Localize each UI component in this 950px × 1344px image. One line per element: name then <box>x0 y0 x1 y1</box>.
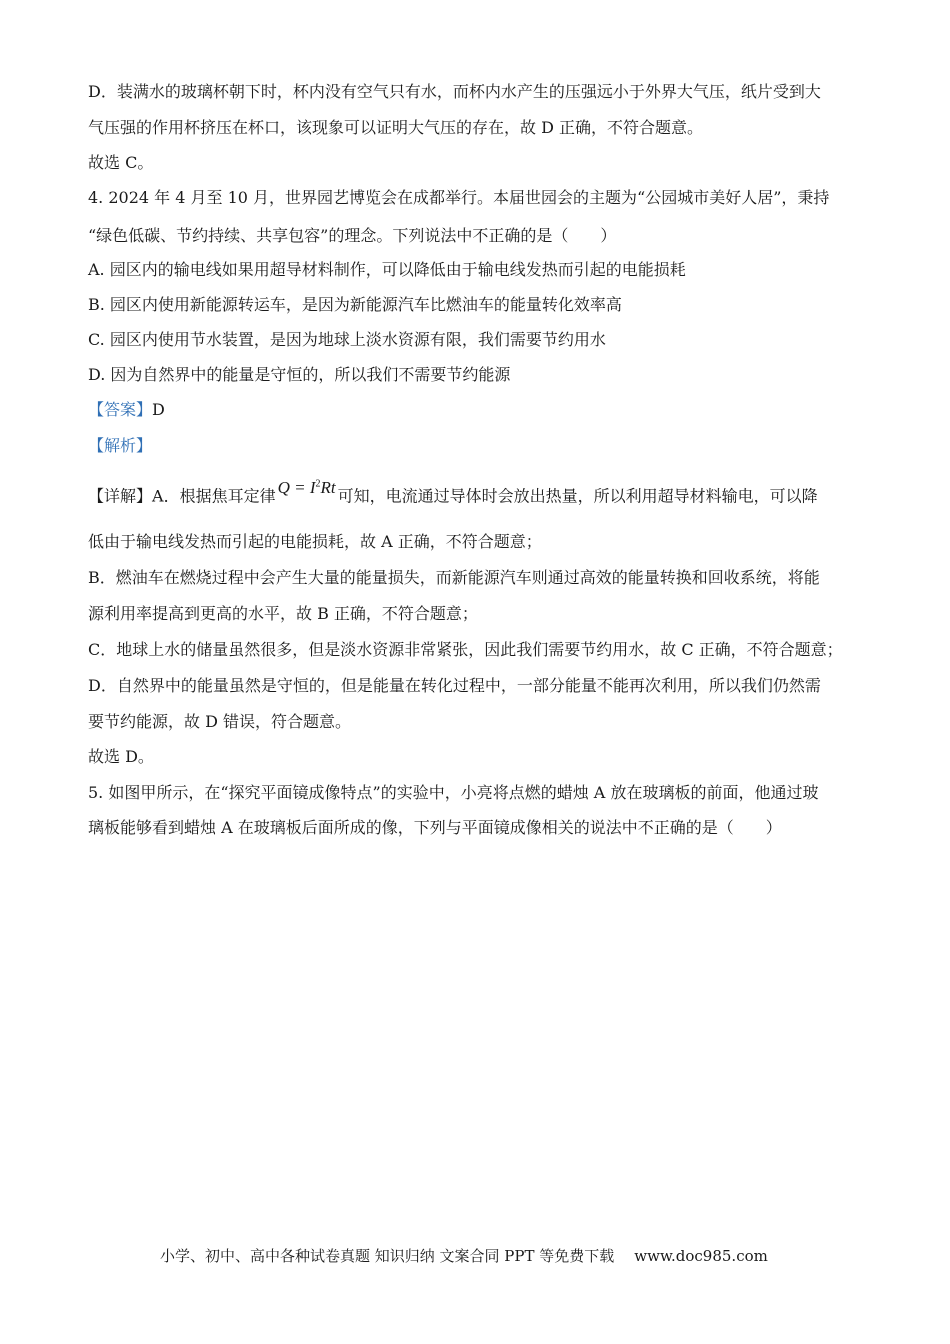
text-line: 低由于输电线发热而引起的电能损耗，故 A 正确，不符合题意； <box>88 532 542 551</box>
question-5-stem-cont: 璃板能够看到蜡烛 A 在玻璃板后面所成的像，下列与平面镜成像相关的说法中不正确的是（ ） <box>88 818 782 837</box>
question-5-stem: 5. 如图甲所示，在“探究平面镜成像特点”的实验中，小亮将点燃的蜡烛 A 放在玻璃板的前面，他通过玻 <box>88 783 819 802</box>
detail-line <box>88 477 818 507</box>
text-line: D．装满水的玻璃杯朝下时，杯内没有空气只有水，而杯内水产生的压强远小于外界大气压，纸片受到大 <box>88 82 821 101</box>
text-line: 要节约能源，故 D 错误，符合题意。 <box>88 712 352 731</box>
text-line: 气压强的作用杯挤压在杯口，该现象可以证明大气压的存在，故 D 正确，不符合题意。 <box>88 118 704 137</box>
detail-prefix: A．根据焦耳定律 <box>152 486 276 506</box>
text-line: C．地球上水的储量虽然很多，但是淡水资源非常紧张，因此我们需要节约用水，故 C 正确，不符合题意； <box>88 640 843 659</box>
answer-label: 【答案】 <box>88 400 153 419</box>
option-a: A. 园区内的输电线如果用超导材料制作，可以降低由于输电线发热而引起的电能损耗 <box>88 260 686 279</box>
answer-value: D <box>152 400 165 419</box>
text-line: 故选 D。 <box>88 747 154 766</box>
text-line: B．燃油车在燃烧过程中会产生大量的能量损失，而新能源汽车则通过高效的能量转换和回收系统，将能 <box>88 568 820 587</box>
answer-line <box>88 400 165 420</box>
option-b: B. 园区内使用新能源转运车，是因为新能源汽车比燃油车的能量转化效率高 <box>88 295 622 314</box>
page-footer <box>160 1246 768 1266</box>
detail-label: 【详解】 <box>88 486 153 506</box>
analysis-label: 【解析】 <box>88 436 153 455</box>
text-line: 故选 C。 <box>88 153 154 172</box>
question-4-stem-cont: “绿色低碳、节约持续、共享包容”的理念。下列说法中不正确的是（ ） <box>88 226 617 245</box>
footer-text: 小学、初中、高中各种试卷真题 知识归纳 文案合同 PPT 等免费下载 <box>160 1247 615 1265</box>
option-d: D. 因为自然界中的能量是守恒的，所以我们不需要节约能源 <box>88 365 511 384</box>
footer-url[interactable]: www.doc985.com <box>634 1247 768 1265</box>
detail-suffix: 可知，电流通过导体时会放出热量，所以利用超导材料输电，可以降 <box>337 486 818 506</box>
joule-formula: $Q = I^2Rt$ <box>277 477 336 497</box>
option-c: C. 园区内使用节水装置，是因为地球上淡水资源有限，我们需要节约用水 <box>88 330 606 349</box>
text-line: 源利用率提高到更高的水平，故 B 正确，不符合题意； <box>88 604 478 623</box>
question-4-stem: 4. 2024 年 4 月至 10 月，世界园艺博览会在成都举行。本届世园会的主题为“公园城市美好人居”，秉持 <box>88 188 830 207</box>
text-line: D．自然界中的能量虽然是守恒的，但是能量在转化过程中，一部分能量不能再次利用，所以我们仍然需 <box>88 676 821 695</box>
